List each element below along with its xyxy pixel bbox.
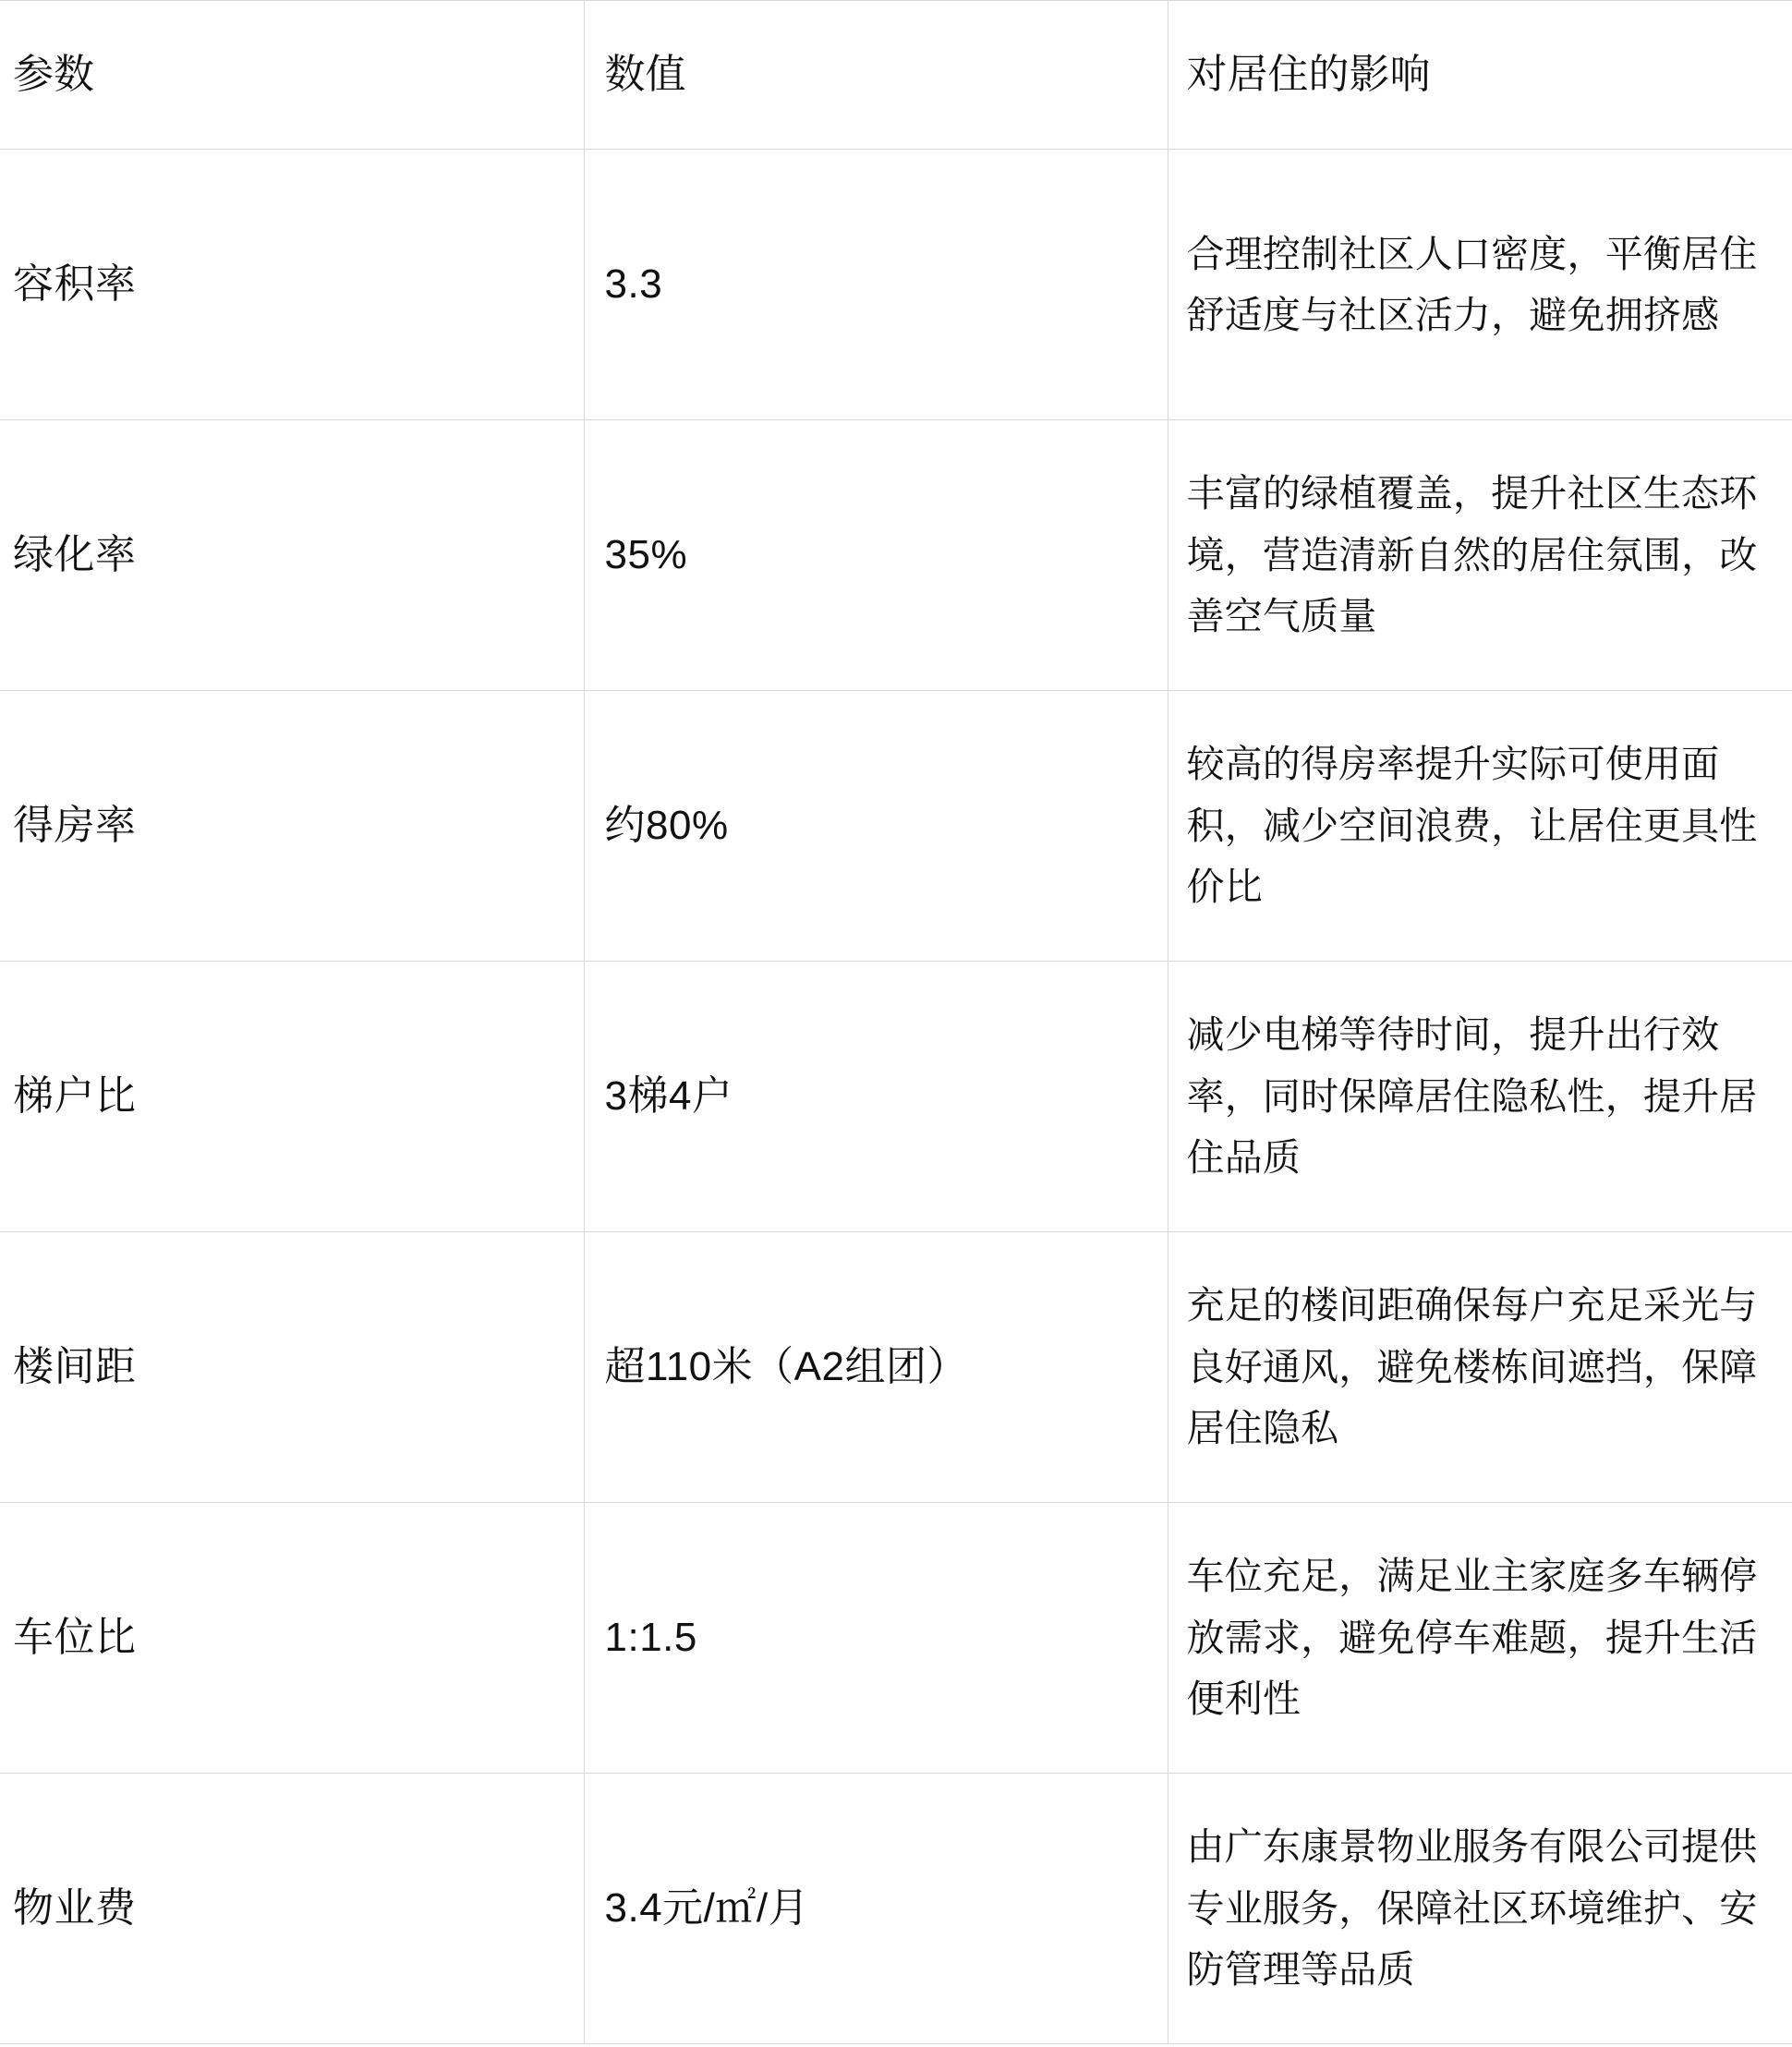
column-header-param-text: 参数 <box>13 52 94 98</box>
row-param-text: 绿化率 <box>13 532 137 578</box>
row-param-cell <box>0 1774 584 2044</box>
row-param-cell <box>0 1503 584 1774</box>
row-value-text: 超110米（A2组团） <box>604 1344 968 1390</box>
table-header <box>0 1 1792 150</box>
row-impact-cell <box>1168 691 1792 962</box>
row-param-text: 梯户比 <box>13 1073 137 1120</box>
table-row <box>0 962 1792 1232</box>
row-impact-cell <box>1168 420 1792 691</box>
column-header-impact-text: 对居住的影响 <box>1186 52 1431 98</box>
row-impact-text: 充足的楼间距确保每户充足采光与良好通风，避免楼栋间遮挡，保障居住隐私 <box>1186 1284 1758 1450</box>
table-row <box>0 420 1792 691</box>
row-value-cell <box>584 420 1168 691</box>
row-param-cell <box>0 691 584 962</box>
column-header-value <box>584 1 1168 150</box>
table-body <box>0 150 1792 2044</box>
row-value-cell <box>584 150 1168 420</box>
row-impact-cell <box>1168 150 1792 420</box>
row-impact-text: 由广东康景物业服务有限公司提供专业服务，保障社区环境维护、安防管理等品质 <box>1186 1825 1758 1992</box>
row-value-text: 约80% <box>604 803 729 849</box>
row-impact-cell <box>1168 1232 1792 1503</box>
row-param-text: 车位比 <box>13 1615 137 1661</box>
column-header-value-text: 数值 <box>604 52 686 98</box>
row-impact-text: 车位充足，满足业主家庭多车辆停放需求，避免停车难题，提升生活便利性 <box>1186 1555 1758 1721</box>
row-param-text: 得房率 <box>13 803 137 849</box>
row-value-text: 35% <box>604 532 688 578</box>
column-header-param <box>0 1 584 150</box>
row-impact-text: 较高的得房率提升实际可使用面积，减少空间浪费，让居住更具性价比 <box>1186 743 1758 909</box>
table-row <box>0 150 1792 420</box>
row-impact-text: 合理控制社区人口密度，平衡居住舒适度与社区活力，避免拥挤感 <box>1186 232 1758 336</box>
row-impact-cell <box>1168 962 1792 1232</box>
row-value-text: 3.3 <box>604 261 663 308</box>
row-value-cell <box>584 1774 1168 2044</box>
row-value-text: 1:1.5 <box>604 1615 697 1661</box>
row-impact-cell <box>1168 1774 1792 2044</box>
table-row <box>0 1232 1792 1503</box>
row-impact-text: 丰富的绿植覆盖，提升社区生态环境，营造清新自然的居住氛围，改善空气质量 <box>1186 472 1758 638</box>
row-param-cell <box>0 420 584 691</box>
row-param-cell <box>0 962 584 1232</box>
row-param-cell <box>0 150 584 420</box>
table-row <box>0 1503 1792 1774</box>
column-header-impact <box>1168 1 1792 150</box>
row-value-cell <box>584 962 1168 1232</box>
table-row <box>0 1774 1792 2044</box>
row-value-text: 3.4元/㎡/月 <box>604 1885 810 1932</box>
row-impact-text: 减少电梯等待时间，提升出行效率，同时保障居住隐私性，提升居住品质 <box>1186 1013 1758 1180</box>
row-value-text: 3梯4户 <box>604 1073 733 1120</box>
row-param-text: 物业费 <box>13 1885 137 1932</box>
row-param-text: 楼间距 <box>13 1344 137 1390</box>
row-param-text: 容积率 <box>13 261 137 308</box>
row-value-cell <box>584 691 1168 962</box>
row-impact-cell <box>1168 1503 1792 1774</box>
table-header-row <box>0 1 1792 150</box>
row-value-cell <box>584 1232 1168 1503</box>
row-param-cell <box>0 1232 584 1503</box>
table-row <box>0 691 1792 962</box>
row-value-cell <box>584 1503 1168 1774</box>
